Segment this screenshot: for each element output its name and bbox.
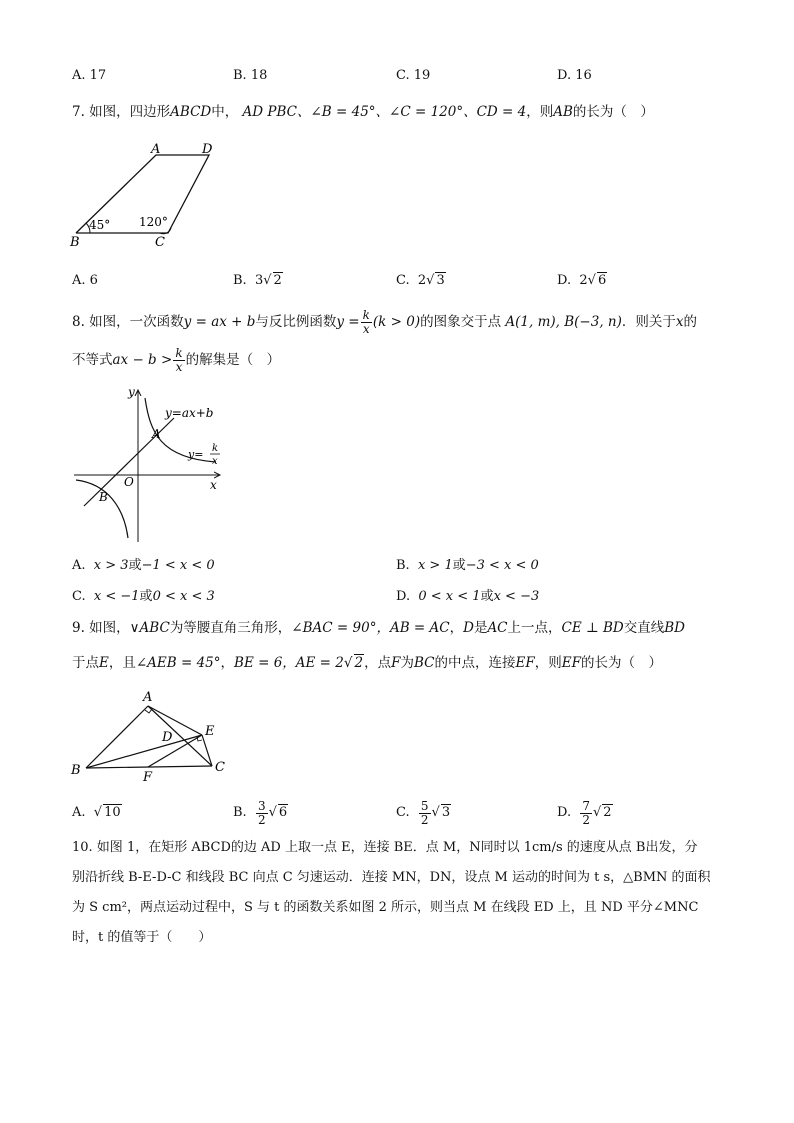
- q9-label-e: E: [205, 724, 215, 739]
- q7-quad: ABCD: [170, 104, 212, 120]
- q8-figure: [68, 380, 228, 546]
- q8-line-label: y=ax+b: [165, 406, 214, 420]
- q8-stem-line1: 8. 如图，一次函数 y = ax + b 与反比例函数 y = $\frac{k}{x}$ (k > 0) 的图象交于点 A(1, m), B(−3, n) ．则关于 x 的: [72, 307, 698, 336]
- q7-option-b: B. 3√ 2: [233, 273, 282, 288]
- q9-label-a: A: [143, 690, 153, 705]
- q10-line1: 10. 如图 1，在矩形 ABCD的边 AD 上取一点 E，连接 BE．点 M，N同时以 1cm/s 的速度从点 B出发，分: [72, 840, 698, 855]
- q7-ask: AB: [553, 104, 573, 120]
- q7-stem-tail: ，则: [526, 104, 554, 120]
- q7-angle-c: 120°: [139, 215, 168, 229]
- q9-option-b: B. $\frac{3}{2}$ √ 6: [233, 798, 288, 827]
- q8-point-a-label: A: [152, 427, 161, 441]
- q7-label-b: B: [70, 235, 80, 250]
- q9-option-d: D. $\frac{7}{2}$ √ 2: [557, 798, 612, 827]
- q8-option-b: B. x > 1或−3 < x < 0: [396, 558, 539, 573]
- q8-axis-y-label: y: [128, 385, 135, 399]
- q10-line3: 为 S cm²，两点运动过程中，S 与 t 的函数关系如图 2 所示，则当点 M 在线段 ED 上，且 ND 平分∠MNC: [72, 900, 699, 915]
- q7-condition: AD PBC、∠B = 45°、∠C = 120°、CD = 4: [242, 104, 527, 120]
- q10-line2: 别沿折线 B-E-D-C 和线段 BC 向点 C 匀速运动．连接 MN，DN，设点 M 运动的时间为 t s，△BMN 的面积: [72, 870, 711, 885]
- q9-label-d: D: [162, 730, 173, 745]
- q9-stem-line1: 9. 如图，∨ABC为等腰直角三角形，∠BAC = 90°，AB = AC，D是AC上一点，CE ⊥ BD交直线BD: [72, 620, 685, 636]
- q7-option-c: C. 2√ 3: [396, 273, 445, 288]
- q9-option-c: C. $\frac{5}{2}$ √ 3: [396, 798, 451, 827]
- q7-figure: [66, 138, 226, 250]
- q8-option-c: C. x < −1或0 < x < 3: [72, 589, 215, 604]
- q9-label-c: C: [215, 760, 225, 775]
- q8-curve-num: k: [212, 443, 219, 454]
- q7-stem-prefix: 7. 如图，四边形: [72, 104, 171, 120]
- q7-label-c: C: [155, 235, 165, 250]
- q9-label-b: B: [71, 763, 81, 778]
- q8-curve-den: x: [212, 456, 218, 467]
- q8-axis-x-label: x: [210, 478, 217, 492]
- q8-point-b-label: B: [99, 490, 108, 504]
- q6-option-c: C. 19: [396, 68, 431, 83]
- q8-stem-line2: 不等式 ax − b > $\frac{k}{x}$ 的解集是（ ）: [72, 345, 281, 374]
- q7-stem: [72, 102, 654, 122]
- q9-label-f: F: [143, 770, 153, 785]
- q7-stem-mid: 中，: [211, 104, 239, 120]
- q8-option-a: A. x > 3或−1 < x < 0: [72, 558, 215, 573]
- q7-option-a: A. 6: [72, 273, 98, 288]
- q7-angle-b: 45°: [89, 218, 111, 232]
- q6-option-d: D. 16: [557, 68, 592, 83]
- q7-stem-end: 的长为（ ）: [572, 104, 654, 120]
- q9-option-a: A. √ 10: [72, 805, 121, 820]
- q8-option-d: D. 0 < x < 1或x < −3: [396, 589, 540, 604]
- q9-figure: [66, 686, 236, 786]
- q7-label-a: A: [151, 142, 161, 157]
- q10-line4: 时，t 的值等于（ ）: [72, 930, 212, 945]
- q8-curve-label: y=: [188, 448, 204, 461]
- q6-option-b: B. 18: [233, 68, 268, 83]
- q7-label-d: D: [202, 142, 213, 157]
- q7-option-d: D. 2√ 6: [557, 273, 607, 288]
- q9-stem-line2: 于点E，且∠AEB = 45°，BE = 6，AE = 2√ 2，点F为BC的中点，连接EF，则EF的长为（ ）: [72, 655, 662, 671]
- q8-origin-label: O: [124, 475, 134, 489]
- q6-option-a: A. 17: [72, 68, 107, 83]
